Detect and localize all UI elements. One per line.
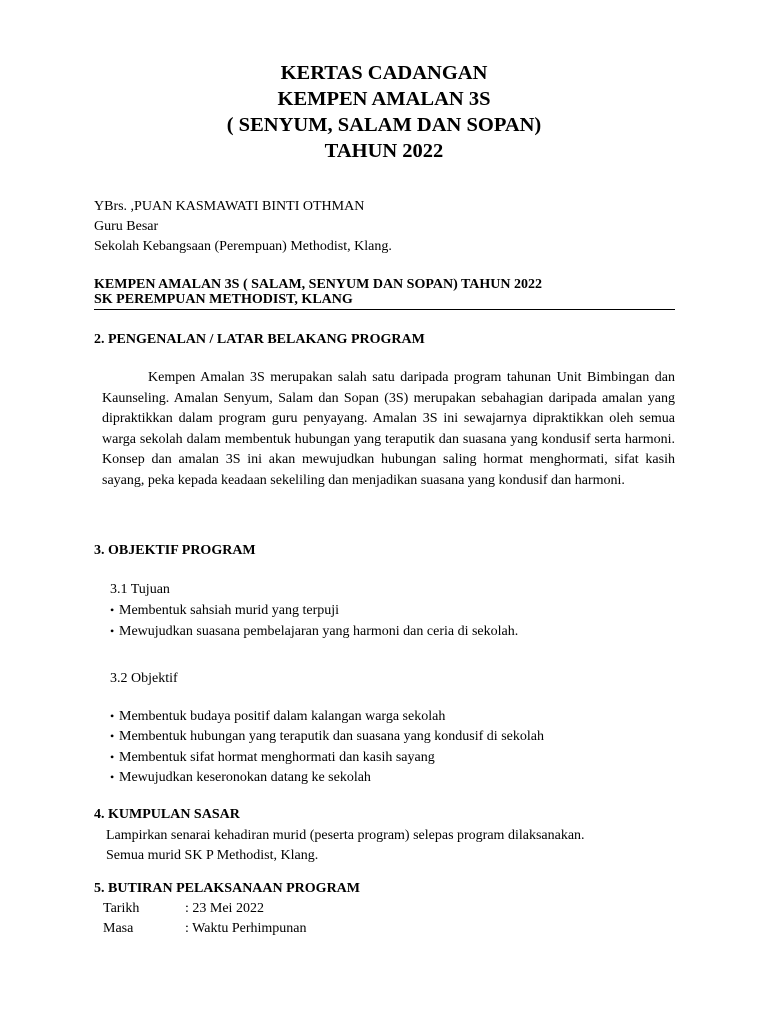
title-line-1: KERTAS CADANGAN: [280, 62, 488, 84]
subject-underline: [94, 309, 675, 310]
list-item: [110, 726, 544, 747]
bullet-icon: •: [110, 770, 115, 784]
subject-line-2: SK PEREMPUAN METHODIST, KLANG: [94, 292, 353, 307]
recipient-name: YBrs. ,PUAN KASMAWATI BINTI OTHMAN: [94, 199, 365, 214]
section-3-heading: 3. OBJEKTIF PROGRAM: [94, 543, 256, 558]
detail-label-masa: Masa: [103, 921, 134, 936]
subject-line-1: KEMPEN AMALAN 3S ( SALAM, SENYUM DAN SOPAN) TAHUN 2022: [94, 277, 543, 292]
list-item-text: Membentuk sahsiah murid yang terpuji: [119, 603, 340, 618]
bullet-icon: •: [110, 750, 115, 764]
subsection-3-2-label: 3.2 Objektif: [110, 671, 178, 686]
list-item: [110, 621, 518, 642]
subsection-3-1-label: 3.1 Tujuan: [110, 582, 170, 597]
detail-value-masa: : Waktu Perhimpunan: [185, 921, 307, 936]
section-4-line-1: Lampirkan senarai kehadiran murid (peserta program) selepas program dilaksanakan.: [106, 828, 585, 843]
list-item-text: Mewujudkan suasana pembelajaran yang harmoni dan ceria di sekolah.: [119, 624, 519, 639]
section-5-heading: 5. BUTIRAN PELAKSANAAN PROGRAM: [94, 881, 361, 896]
bullet-icon: •: [110, 729, 115, 743]
bullet-icon: •: [110, 709, 115, 723]
detail-label-tarikh: Tarikh: [103, 901, 140, 916]
title-line-4: TAHUN 2022: [324, 140, 444, 162]
list-item-text: Membentuk hubungan yang teraputik dan suasana yang kondusif di sekolah: [119, 729, 544, 744]
section-4-heading: 4. KUMPULAN SASAR: [94, 807, 240, 822]
section-4-line-2: Semua murid SK P Methodist, Klang.: [106, 848, 319, 863]
title-line-3: ( SENYUM, SALAM DAN SOPAN): [226, 114, 542, 136]
title-line-2: KEMPEN AMALAN 3S: [277, 88, 491, 110]
list-item-text: Membentuk sifat hormat menghormati dan kasih sayang: [119, 750, 435, 765]
list-item-text: Mewujudkan keseronokan datang ke sekolah: [119, 770, 371, 785]
list-item-text: Membentuk budaya positif dalam kalangan warga sekolah: [119, 709, 446, 724]
recipient-school: Sekolah Kebangsaan (Perempuan) Methodist, Klang.: [94, 239, 392, 254]
list-item: [110, 706, 445, 727]
section-2-paragraph: Kempen Amalan 3S merupakan salah satu daripada program tahunan Unit Bimbingan dan Kaunseling. Amalan Senyum, Salam dan Sopan (3S) merupakan sebahagian daripada amalan yang dipraktikkan dalam program guru penyayang. Amalan 3S ini sewajarnya dipraktikkan oleh semua warga sekolah dalam membentuk hubungan yang teraputik dan suasana yang kondusif serta harmoni. Konsep dan amalan 3S ini akan mewujudkan hubungan saling hormat menghormati, sifat kasih sayang, peka kepada keadaan sekeliling dan menjadikan suasana yang kondusif dan harmoni.: [102, 370, 675, 488]
list-item: [110, 747, 435, 768]
section-2-heading: 2. PENGENALAN / LATAR BELAKANG PROGRAM: [94, 332, 425, 347]
bullet-icon: •: [110, 624, 115, 638]
list-item: [110, 767, 371, 788]
recipient-position: Guru Besar: [94, 219, 159, 234]
list-item: [110, 600, 339, 621]
detail-value-tarikh: : 23 Mei 2022: [185, 901, 264, 916]
bullet-icon: •: [110, 603, 115, 617]
